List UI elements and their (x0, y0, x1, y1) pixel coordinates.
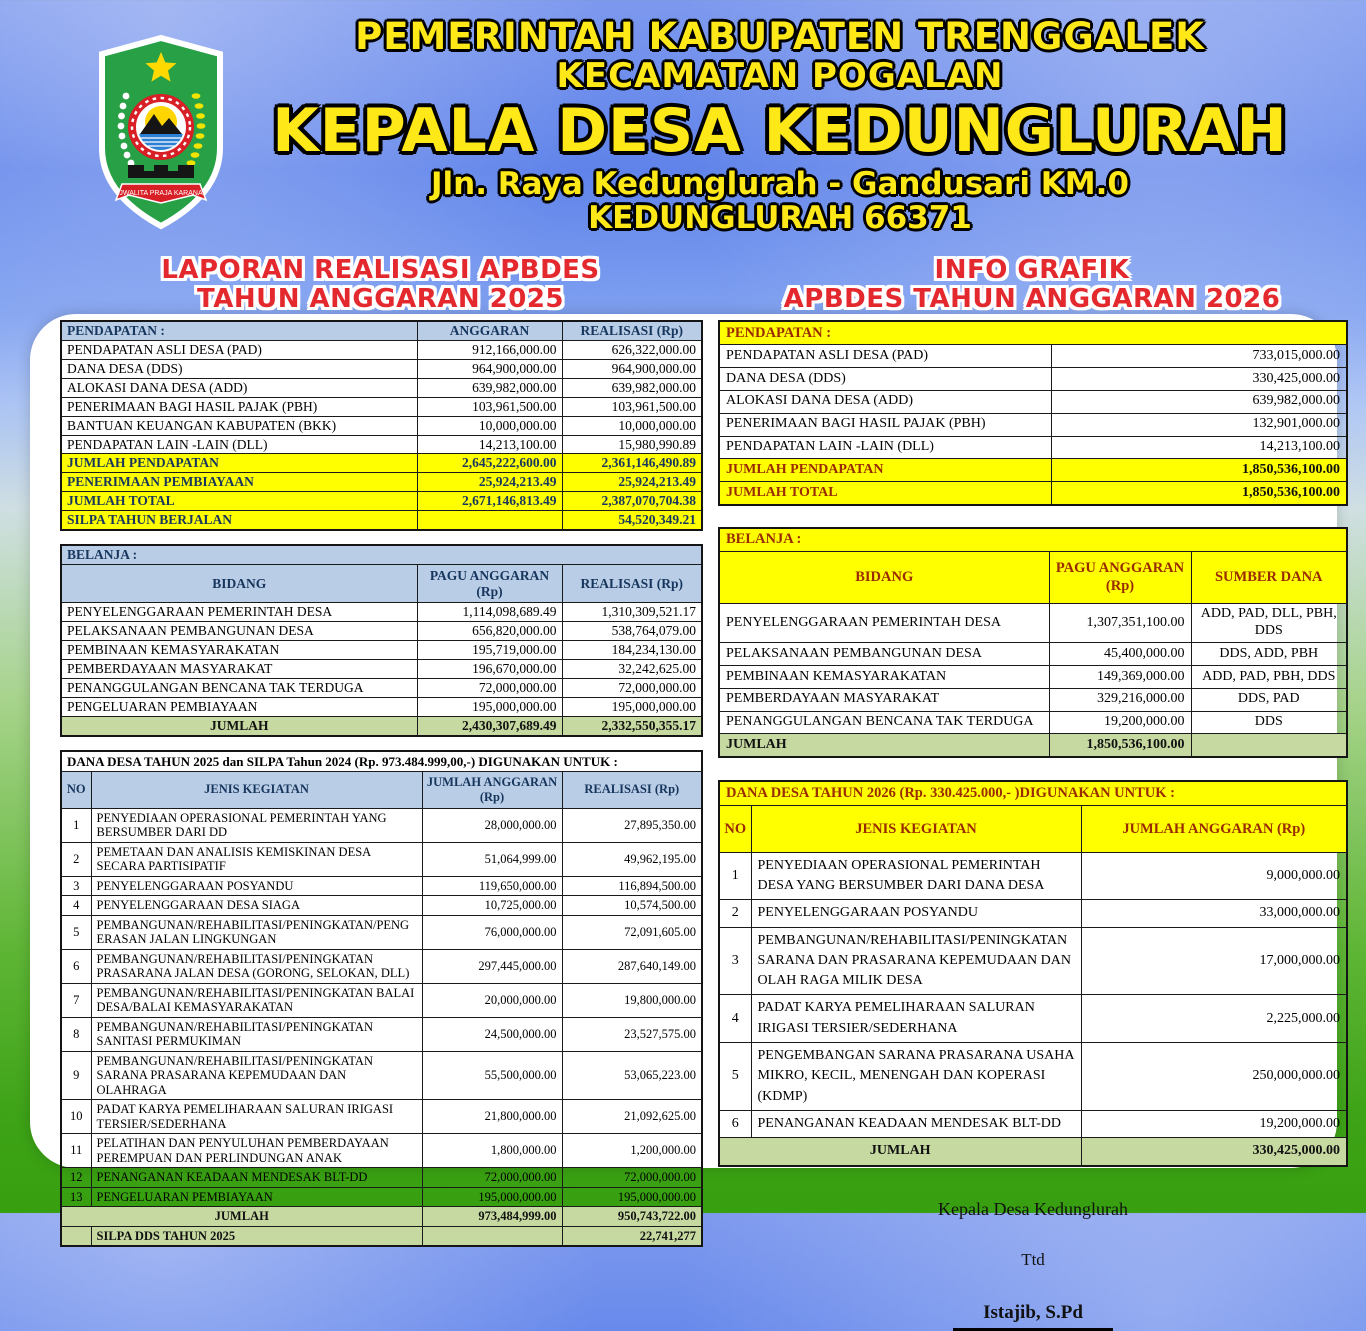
row-label: DANA DESA (DDS) (61, 359, 417, 378)
silpa-empty-cell (417, 511, 562, 530)
total-label: JUMLAH PENDAPATAN (61, 454, 417, 473)
table-row (61, 842, 702, 876)
pendapatan-2025-header-row (61, 321, 702, 340)
table-pendapatan-2025 (60, 320, 703, 531)
table-row (61, 640, 702, 659)
table-row (61, 896, 702, 916)
row-pagu: 195,000,000.00 (417, 697, 562, 716)
col-header-realisasi: REALISASI (Rp) (562, 771, 702, 808)
motto-text: JWALITA PRAJA KARANA (119, 190, 203, 197)
row-anggaran: 24,500,000.00 (422, 1017, 562, 1051)
right-title-line1: INFO GRAFIK (934, 255, 1130, 285)
row-anggaran: 21,800,000.00 (422, 1100, 562, 1134)
table-row (719, 688, 1347, 711)
row-anggaran: 55,500,000.00 (422, 1051, 562, 1100)
jumlah-row (61, 716, 702, 735)
col-header-jumlah: JUMLAH ANGGARAN (Rp) (422, 771, 562, 808)
signature-ttd: Ttd (1021, 1249, 1045, 1269)
row-no: 7 (61, 983, 91, 1017)
table-row (719, 643, 1347, 666)
jumlah-row (719, 734, 1347, 757)
row-value: 9,000,000.00 (1081, 852, 1347, 900)
table-row (61, 678, 702, 697)
right-section-title (718, 256, 1346, 313)
header-line-district: KECAMATAN POGALAN (556, 56, 1004, 97)
jumlah-realisasi: 2,332,550,355.17 (562, 716, 702, 735)
row-label: PEMBINAAN KEMASYARAKATAN (61, 640, 417, 659)
row-anggaran: 10,725,000.00 (422, 896, 562, 916)
jumlah-empty-cell (1191, 734, 1347, 757)
table-row (61, 697, 702, 716)
row-realisasi: 72,000,000.00 (562, 1168, 702, 1188)
table-row (61, 435, 702, 454)
row-no: 6 (719, 1110, 751, 1137)
belanja-2025-header-row (61, 565, 702, 603)
table-row (61, 359, 702, 378)
row-label: PENANGANAN KEADAAN MENDESAK BLT-DD (91, 1168, 422, 1188)
col-header-sumber: SUMBER DANA (1191, 552, 1347, 603)
total-row (61, 454, 702, 473)
row-label: PENDAPATAN ASLI DESA (PAD) (719, 345, 1051, 368)
row-pagu: 195,719,000.00 (417, 640, 562, 659)
row-pagu: 329,216,000.00 (1049, 688, 1191, 711)
row-label: PELAKSANAAN PEMBANGUNAN DESA (719, 643, 1049, 666)
table-row (719, 390, 1347, 413)
dana-desa-2025-header-row (61, 771, 702, 808)
row-no: 1 (719, 852, 751, 900)
col-header-pagu: PAGU ANGGARAN (Rp) (1049, 552, 1191, 603)
row-label: PEMBINAAN KEMASYARAKATAN (719, 666, 1049, 689)
total-row (719, 459, 1347, 482)
col-header-pagu: PAGU ANGGARAN (Rp) (417, 565, 562, 603)
row-label: PENYELENGGARAAN POSYANDU (751, 900, 1081, 927)
row-realisasi: 287,640,149.00 (562, 949, 702, 983)
col-header-bidang: BIDANG (719, 552, 1049, 603)
table-row (719, 436, 1347, 459)
table-pendapatan-2026 (718, 320, 1348, 506)
row-label: ALOKASI DANA DESA (ADD) (61, 378, 417, 397)
row-no: 13 (61, 1187, 91, 1207)
row-realisasi: 21,092,625.00 (562, 1100, 702, 1134)
row-label: PEMBANGUNAN/REHABILITASI/PENINGKATAN SARANA PRASARANA KEPEMUDAAN DAN OLAHRAGA (91, 1051, 422, 1100)
row-anggaran: 195,000,000.00 (422, 1187, 562, 1207)
row-label: PELATIHAN DAN PENYULUHAN PEMBERDAYAAN PEREMPUAN DAN PERLINDUNGAN ANAK (91, 1134, 422, 1168)
silpa-row (61, 1226, 702, 1246)
row-realisasi: 10,574,500.00 (562, 896, 702, 916)
table-row (719, 711, 1347, 734)
row-no: 3 (61, 876, 91, 896)
row-realisasi: 184,234,130.00 (562, 640, 702, 659)
table-row (61, 378, 702, 397)
row-label: PENYELENGGARAAN POSYANDU (91, 876, 422, 896)
row-value: 2,225,000.00 (1081, 995, 1347, 1043)
row-anggaran: 51,064,999.00 (422, 842, 562, 876)
row-label: PENYELENGGARAAN DESA SIAGA (91, 896, 422, 916)
row-sumber-dana: DDS, ADD, PBH (1191, 643, 1347, 666)
row-anggaran: 10,000,000.00 (417, 416, 562, 435)
jumlah-label: JUMLAH (61, 1207, 422, 1227)
col-header-jenis: JENIS KEGIATAN (751, 805, 1081, 852)
total-realisasi: 2,387,070,704.38 (562, 492, 702, 511)
left-title-line2: TAHUN ANGGARAN 2025 (196, 283, 565, 314)
header-line-postal: KEDUNGLURAH 66371 (588, 200, 972, 237)
row-label: PENGELUARAN PEMBIAYAAN (91, 1187, 422, 1207)
total-realisasi: 2,361,146,490.89 (562, 454, 702, 473)
col-header-bidang: BIDANG (61, 565, 417, 603)
total-row (719, 482, 1347, 505)
total-realisasi: 25,924,213.49 (562, 473, 702, 492)
total-value: 1,850,536,100.00 (1051, 482, 1347, 505)
table-row (61, 1100, 702, 1134)
row-label: PEMBERDAYAAN MASYARAKAT (61, 659, 417, 678)
row-realisasi: 626,322,000.00 (562, 340, 702, 359)
row-label: BANTUAN KEUANGAN KABUPATEN (BKK) (61, 416, 417, 435)
row-label: PENANGGULANGAN BENCANA TAK TERDUGA (61, 678, 417, 697)
row-value: 17,000,000.00 (1081, 927, 1347, 995)
right-title-line2: APBDES TAHUN ANGGARAN 2026 (783, 283, 1281, 314)
row-pagu: 19,200,000.00 (1049, 711, 1191, 734)
signature-name: Istajib, S.Pd (953, 1302, 1113, 1331)
row-pagu: 1,307,351,100.00 (1049, 603, 1191, 643)
table-row (719, 1043, 1347, 1111)
silpa-label: SILPA TAHUN BERJALAN (61, 511, 417, 530)
total-label: JUMLAH PENDAPATAN (719, 459, 1051, 482)
col-header-no: NO (61, 771, 91, 808)
row-realisasi: 19,800,000.00 (562, 983, 702, 1017)
row-label: PEMBANGUNAN/REHABILITASI/PENINGKATAN SARANA DAN PRASARANA KEPEMUDAAN DAN OLAH RAGA MILIK DESA (751, 927, 1081, 995)
row-label: PADAT KARYA PEMELIHARAAN SALURAN IRIGASI TERSIER/SEDERHANA (751, 995, 1081, 1043)
table-row (719, 1110, 1347, 1137)
row-sumber-dana: ADD, PAD, PBH, DDS (1191, 666, 1347, 689)
row-anggaran: 297,445,000.00 (422, 949, 562, 983)
silpa-row (61, 511, 702, 530)
jumlah-anggaran: 973,484,999.00 (422, 1207, 562, 1227)
row-pagu: 72,000,000.00 (417, 678, 562, 697)
row-label: PENYEDIAAN OPERASIONAL PEMERINTAH DESA YANG BERSUMBER DARI DANA DESA (751, 852, 1081, 900)
row-no: 6 (61, 949, 91, 983)
table-row (61, 949, 702, 983)
row-realisasi: 538,764,079.00 (562, 622, 702, 641)
row-pagu: 45,400,000.00 (1049, 643, 1191, 666)
table-row (719, 345, 1347, 368)
jumlah-row (719, 1138, 1347, 1166)
row-value: 733,015,000.00 (1051, 345, 1347, 368)
row-label: PEMBANGUNAN/REHABILITASI/PENINGKATAN SANITASI PERMUKIMAN (91, 1017, 422, 1051)
dana-desa-2026-header-row (719, 805, 1347, 852)
row-sumber-dana: ADD, PAD, DLL, PBH, DDS (1191, 603, 1347, 643)
pendapatan-2026-section-label: PENDAPATAN : (719, 321, 1347, 345)
jumlah-label: JUMLAH (61, 716, 417, 735)
total-label: JUMLAH TOTAL (719, 482, 1051, 505)
table-row (61, 808, 702, 842)
row-label: PEMBANGUNAN/REHABILITASI/PENINGKATAN BALAI DESA/BALAI KEMASYARAKATAN (91, 983, 422, 1017)
row-sumber-dana: DDS, PAD (1191, 688, 1347, 711)
row-value: 33,000,000.00 (1081, 900, 1347, 927)
row-label: PEMBANGUNAN/REHABILITASI/PENINGKATAN/PENGERASAN JALAN LINGKUNGAN (91, 915, 422, 949)
table-row (719, 603, 1347, 643)
row-no: 3 (719, 927, 751, 995)
row-anggaran: 20,000,000.00 (422, 983, 562, 1017)
table-row (61, 416, 702, 435)
signature-role: Kepala Desa Kedunglurah (938, 1198, 1128, 1219)
row-no: 8 (61, 1017, 91, 1051)
pendapatan-2026-section-row (719, 321, 1347, 345)
jumlah-pagu: 1,850,536,100.00 (1049, 734, 1191, 757)
row-label: PENDAPATAN LAIN -LAIN (DLL) (61, 435, 417, 454)
row-label: PENDAPATAN LAIN -LAIN (DLL) (719, 436, 1051, 459)
row-label: PELAKSANAAN PEMBANGUNAN DESA (61, 622, 417, 641)
row-label: PEMBANGUNAN/REHABILITASI/PENINGKATAN PRASARANA JALAN DESA (GORONG, SELOKAN, DLL) (91, 949, 422, 983)
row-realisasi: 116,894,500.00 (562, 876, 702, 896)
row-label: DANA DESA (DDS) (719, 368, 1051, 391)
table-row (719, 413, 1347, 436)
row-realisasi: 32,242,625.00 (562, 659, 702, 678)
row-realisasi: 72,000,000.00 (562, 678, 702, 697)
table-row (61, 340, 702, 359)
row-value: 14,213,100.00 (1051, 436, 1347, 459)
silpa-empty-cell (422, 1226, 562, 1246)
col-header-anggaran: ANGGARAN (417, 321, 562, 340)
belanja-2026-section-row (719, 528, 1347, 552)
table-row (719, 666, 1347, 689)
col-header-realisasi: REALISASI (Rp) (562, 321, 702, 340)
jumlah-realisasi: 950,743,722.00 (562, 1207, 702, 1227)
row-no: 4 (719, 995, 751, 1043)
row-anggaran: 964,900,000.00 (417, 359, 562, 378)
total-anggaran: 25,924,213.49 (417, 473, 562, 492)
header-line-government: PEMERINTAH KABUPATEN TRENGGALEK (355, 15, 1205, 58)
table-row (61, 1134, 702, 1168)
row-realisasi: 72,091,605.00 (562, 915, 702, 949)
row-label: ALOKASI DANA DESA (ADD) (719, 390, 1051, 413)
banner-header (205, 16, 1355, 236)
row-realisasi: 103,961,500.00 (562, 397, 702, 416)
row-realisasi: 53,065,223.00 (562, 1051, 702, 1100)
row-anggaran: 1,800,000.00 (422, 1134, 562, 1168)
table-belanja-2025 (60, 544, 703, 736)
total-anggaran: 2,671,146,813.49 (417, 492, 562, 511)
total-row (61, 473, 702, 492)
table-belanja-2026 (718, 527, 1348, 758)
table-row (61, 915, 702, 949)
row-anggaran: 72,000,000.00 (422, 1168, 562, 1188)
left-title-line1: LAPORAN REALISASI APBDES (161, 255, 600, 285)
row-label: PEMETAAN DAN ANALISIS KEMISKINAN DESA SECARA PARTISIPATIF (91, 842, 422, 876)
row-anggaran: 28,000,000.00 (422, 808, 562, 842)
belanja-2025-section-row (61, 545, 702, 564)
row-label: PENGELUARAN PEMBIAYAAN (61, 697, 417, 716)
table-row (61, 603, 702, 622)
row-no: 12 (61, 1168, 91, 1188)
col-header-no: NO (719, 805, 751, 852)
jumlah-label: JUMLAH (719, 734, 1049, 757)
table-row (61, 1051, 702, 1100)
belanja-2026-section-label: BELANJA : (719, 528, 1347, 552)
row-pagu: 149,369,000.00 (1049, 666, 1191, 689)
row-no: 5 (719, 1043, 751, 1111)
belanja-2026-header-row (719, 552, 1347, 603)
table-row (61, 1187, 702, 1207)
header-line-village-head: KEPALA DESA KEDUNGLURAH (272, 95, 1288, 166)
row-no: 4 (61, 896, 91, 916)
table-row (61, 659, 702, 678)
row-anggaran: 912,166,000.00 (417, 340, 562, 359)
row-no: 11 (61, 1134, 91, 1168)
table-row (61, 983, 702, 1017)
row-realisasi: 195,000,000.00 (562, 697, 702, 716)
dana-desa-2025-section-label: DANA DESA TAHUN 2025 dan SILPA Tahun 2024 (Rp. 973.484.999,00,-) DIGUNAKAN UNTUK : (61, 751, 702, 772)
row-value: 19,200,000.00 (1081, 1110, 1347, 1137)
row-no: 9 (61, 1051, 91, 1100)
row-value: 330,425,000.00 (1051, 368, 1347, 391)
dana-desa-2025-section-row (61, 751, 702, 772)
silpa-value: 54,520,349.21 (562, 511, 702, 530)
row-sumber-dana: DDS (1191, 711, 1347, 734)
left-section-title (60, 256, 701, 313)
row-realisasi: 1,200,000.00 (562, 1134, 702, 1168)
total-label: PENERIMAAN PEMBIAYAAN (61, 473, 417, 492)
row-realisasi: 1,310,309,521.17 (562, 603, 702, 622)
row-value: 639,982,000.00 (1051, 390, 1347, 413)
row-label: PENYELENGGARAAN PEMERINTAH DESA (719, 603, 1049, 643)
dana-desa-2026-section-label: DANA DESA TAHUN 2026 (Rp. 330.425.000,- )DIGUNAKAN UNTUK : (719, 781, 1347, 805)
jumlah-value: 330,425,000.00 (1081, 1138, 1347, 1166)
row-realisasi: 964,900,000.00 (562, 359, 702, 378)
row-realisasi: 639,982,000.00 (562, 378, 702, 397)
row-no: 10 (61, 1100, 91, 1134)
left-column-2025 (60, 320, 701, 1260)
row-label: PENDAPATAN ASLI DESA (PAD) (61, 340, 417, 359)
dam-icon (128, 165, 194, 178)
table-row (719, 900, 1347, 927)
row-label: PENYELENGGARAAN PEMERINTAH DESA (61, 603, 417, 622)
total-anggaran: 2,645,222,600.00 (417, 454, 562, 473)
header-line-address: Jln. Raya Kedunglurah - Gandusari KM.0 (431, 165, 1129, 202)
table-row (61, 622, 702, 641)
silpa-label: SILPA DDS TAHUN 2025 (91, 1226, 422, 1246)
row-label: PENERIMAAN BAGI HASIL PAJAK (PBH) (719, 413, 1051, 436)
signature-block (813, 1199, 1253, 1331)
row-realisasi: 27,895,350.00 (562, 808, 702, 842)
dana-desa-2026-section-row (719, 781, 1347, 805)
row-no: 2 (719, 900, 751, 927)
table-row (719, 995, 1347, 1043)
row-label: PADAT KARYA PEMELIHARAAN SALURAN IRIGASI TERSIER/SEDERHANA (91, 1100, 422, 1134)
silpa-no-cell (61, 1226, 91, 1246)
table-row (61, 876, 702, 896)
row-realisasi: 10,000,000.00 (562, 416, 702, 435)
col-header-jumlah: JUMLAH ANGGARAN (Rp) (1081, 805, 1347, 852)
row-pagu: 196,670,000.00 (417, 659, 562, 678)
table-dana-desa-2026 (718, 780, 1348, 1166)
row-anggaran: 639,982,000.00 (417, 378, 562, 397)
row-no: 5 (61, 915, 91, 949)
row-realisasi: 49,962,195.00 (562, 842, 702, 876)
row-label: PEMBERDAYAAN MASYARAKAT (719, 688, 1049, 711)
row-value: 132,901,000.00 (1051, 413, 1347, 436)
row-no: 1 (61, 808, 91, 842)
row-pagu: 1,114,098,689.49 (417, 603, 562, 622)
table-row (719, 852, 1347, 900)
belanja-2025-section-label: BELANJA : (61, 545, 702, 564)
table-row (61, 1017, 702, 1051)
table-row (61, 1168, 702, 1188)
row-anggaran: 14,213,100.00 (417, 435, 562, 454)
row-pagu: 656,820,000.00 (417, 622, 562, 641)
col-header-jenis: JENIS KEGIATAN (91, 771, 422, 808)
jumlah-pagu: 2,430,307,689.49 (417, 716, 562, 735)
row-label: PENGEMBANGAN SARANA PRASARANA USAHA MIKRO, KECIL, MENENGAH DAN KOPERASI (KDMP) (751, 1043, 1081, 1111)
row-anggaran: 103,961,500.00 (417, 397, 562, 416)
row-label: PENANGGULANGAN BENCANA TAK TERDUGA (719, 711, 1049, 734)
row-label: PENANGANAN KEADAAN MENDESAK BLT-DD (751, 1110, 1081, 1137)
total-value: 1,850,536,100.00 (1051, 459, 1347, 482)
table-row (719, 368, 1347, 391)
total-label: JUMLAH TOTAL (61, 492, 417, 511)
jumlah-label: JUMLAH (719, 1138, 1081, 1166)
row-anggaran: 76,000,000.00 (422, 915, 562, 949)
row-label: PENYEDIAAN OPERASIONAL PEMERINTAH YANG BERSUMBER DARI DD (91, 808, 422, 842)
row-no: 2 (61, 842, 91, 876)
row-label: PENERIMAAN BAGI HASIL PAJAK (PBH) (61, 397, 417, 416)
row-anggaran: 119,650,000.00 (422, 876, 562, 896)
row-realisasi: 15,980,990.89 (562, 435, 702, 454)
right-column-2026 (718, 320, 1346, 1331)
row-realisasi: 23,527,575.00 (562, 1017, 702, 1051)
row-value: 250,000,000.00 (1081, 1043, 1347, 1111)
table-dana-desa-2025 (60, 750, 703, 1248)
silpa-value: 22,741,277 (562, 1226, 702, 1246)
pendapatan-2025-section-label: PENDAPATAN : (61, 321, 417, 340)
table-row (61, 397, 702, 416)
row-realisasi: 195,000,000.00 (562, 1187, 702, 1207)
total-row (61, 492, 702, 511)
col-header-realisasi: REALISASI (Rp) (562, 565, 702, 603)
table-row (719, 927, 1347, 995)
jumlah-row (61, 1207, 702, 1227)
